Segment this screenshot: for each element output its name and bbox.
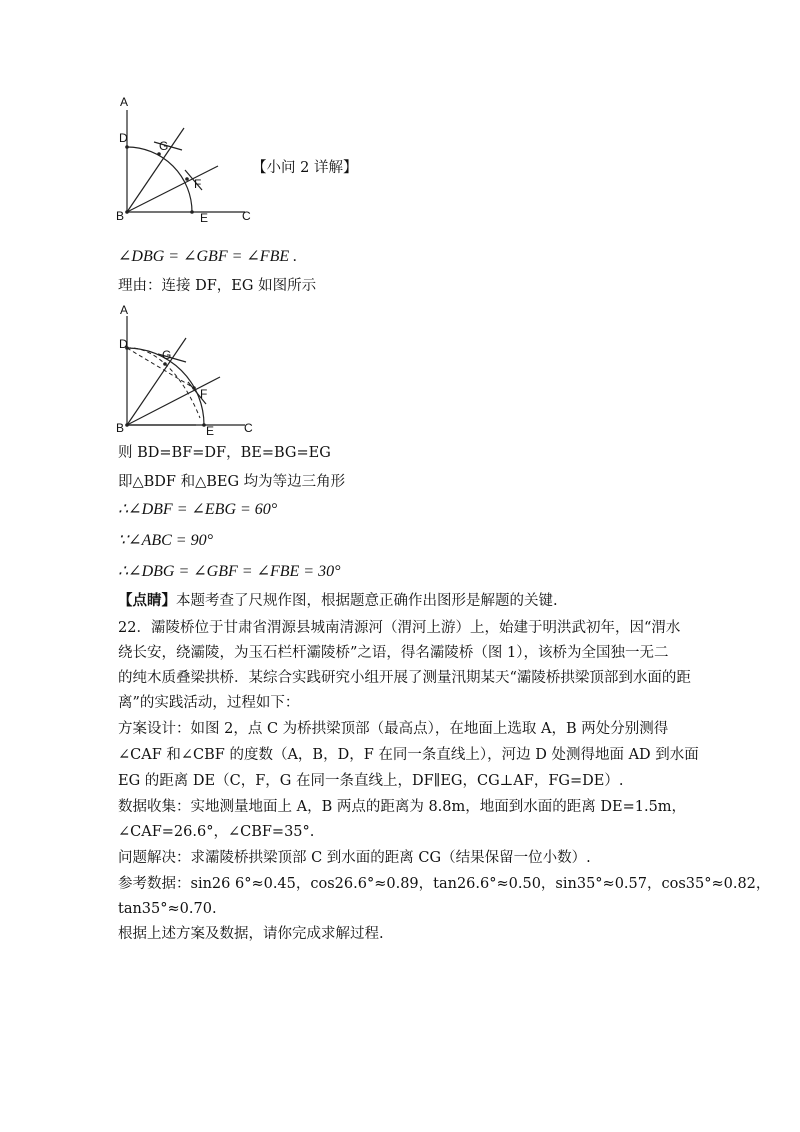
label-a-2: A	[120, 303, 129, 317]
label-d: D	[119, 131, 128, 145]
problem-line: 根据上述方案及数据，请你完成求解过程.	[118, 926, 384, 942]
line-because: ∵∠ABC = 90°	[118, 532, 213, 549]
problem-line: 22．灞陵桥位于甘肃省渭源县城南清源河（渭河上游）上，始建于明洪武初年，因“渭水	[118, 620, 681, 636]
label-a: A	[120, 95, 129, 109]
subquestion-2-heading: 【小问 2 详解】	[252, 160, 358, 176]
problem-line: ∠CAF 和∠CBF 的度数（A，B，D，F 在同一条直线上），河边 D 处测得地面 AD 到水面	[118, 747, 699, 763]
line-therefore-2: ∴∠DBG = ∠GBF = ∠FBE = 30°	[118, 563, 341, 580]
comment-tag: 【点睛】	[118, 592, 176, 609]
label-c: C	[242, 209, 251, 223]
arc-de	[127, 147, 192, 212]
problem-line: 数据收集：实地测量地面上 A，B 两点的距离为 8.8m，地面到水面的距离 DE=1.5m，	[118, 799, 687, 815]
problem-line: tan35°≈0.70.	[118, 901, 217, 917]
figure-construction-1	[110, 92, 270, 227]
figure-construction-2	[110, 298, 270, 438]
comment-text: 本题考查了尺规作图，根据题意正确作出图形是解题的关键.	[176, 593, 558, 609]
comment-line	[118, 591, 558, 611]
label-g-2: G	[162, 348, 172, 362]
problem-line: 的纯木质叠梁拱桥．某综合实践研究小组开展了测量汛期某天“灞陵桥拱梁顶部到水面的距	[118, 670, 691, 686]
line-therefore-1: ∴∠DBF = ∠EBG = 60°	[118, 501, 278, 518]
label-c-2: C	[244, 421, 253, 435]
label-f: F	[194, 177, 202, 191]
ray-bf	[127, 166, 218, 212]
label-g: G	[159, 139, 169, 153]
ray-bf-2	[127, 377, 220, 425]
label-f-2: F	[200, 387, 208, 401]
problem-line: 参考数据：sin26 6°≈0.45，cos26.6°≈0.89，tan26.6°≈0.50，sin35°≈0.57，cos35°≈0.82，	[118, 876, 771, 892]
problem-line: 方案设计：如图 2，点 C 为桥拱梁顶部（最高点），在地面上选取 A，B 两处分别测得	[118, 721, 669, 737]
label-e-2: E	[206, 424, 215, 438]
reason-line: 理由：连接 DF，EG 如图所示	[118, 278, 317, 294]
label-e: E	[200, 211, 209, 225]
problem-line: EG 的距离 DE（C，F，G 在同一条直线上，DF∥EG，CG⊥AF，FG=DE）.	[118, 773, 624, 789]
problem-line: 绕长安，绕灞陵，为玉石栏杆灞陵桥”之语，得名灞陵桥（图 1），该桥为全国独一无二	[118, 645, 669, 661]
problem-line: ∠CAF=26.6°，∠CBF=35°.	[118, 824, 315, 840]
label-d-2: D	[119, 337, 128, 351]
equation-angles-equal: ∠DBG = ∠GBF = ∠FBE .	[118, 248, 298, 265]
line-equilateral: 即△BDF 和△BEG 均为等边三角形	[118, 474, 346, 490]
dashed-df	[127, 348, 194, 388]
label-b: B	[116, 209, 125, 223]
line-then: 则 BD=BF=DF，BE=BG=EG	[118, 445, 331, 461]
ray-bg-2	[127, 338, 186, 425]
ray-bg	[127, 128, 184, 212]
label-b-2: B	[116, 421, 125, 435]
problem-line: 离”的实践活动，过程如下：	[118, 695, 300, 711]
problem-line: 问题解决：求灞陵桥拱梁顶部 C 到水面的距离 CG（结果保留一位小数）.	[118, 850, 591, 866]
